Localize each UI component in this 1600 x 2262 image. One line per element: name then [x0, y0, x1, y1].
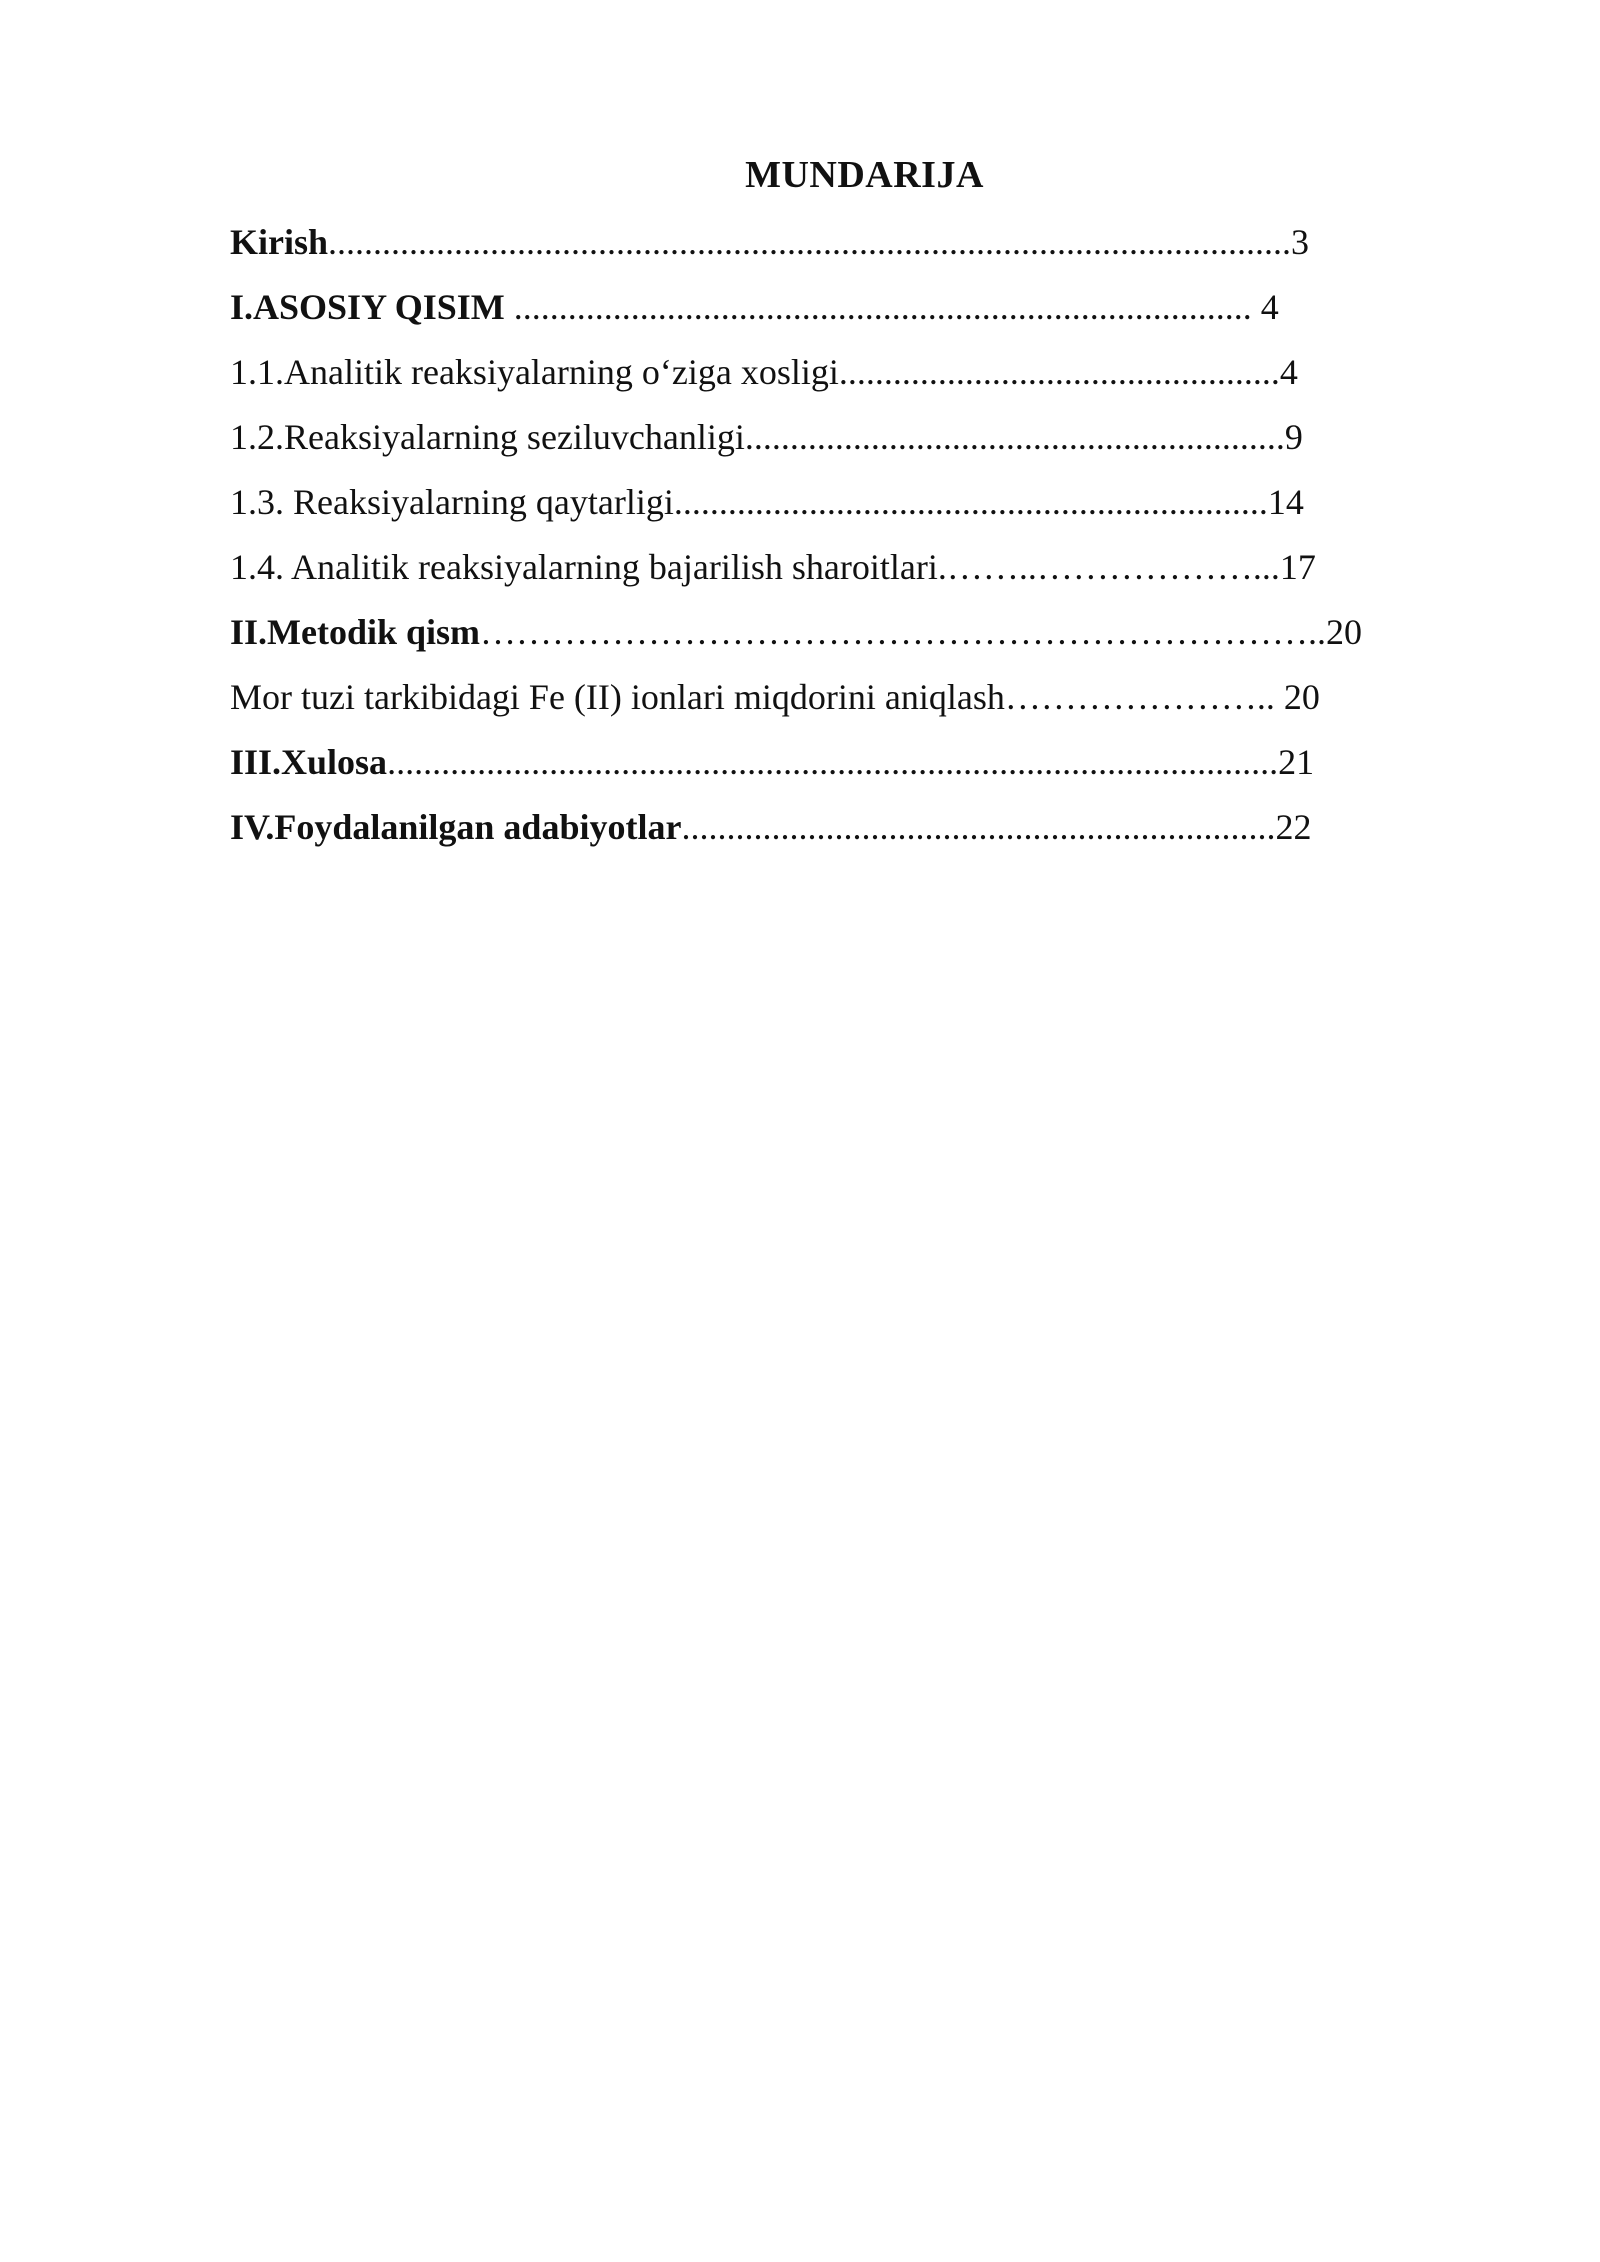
toc-entry-leader: …………………..: [1004, 677, 1284, 717]
toc-entry-label: 1.2.Reaksiyalarning seziluvchanligi: [230, 417, 745, 457]
toc-entry-label: 1.3. Reaksiyalarning qaytarligi: [230, 482, 674, 522]
toc-entry-page: 17: [1279, 547, 1316, 587]
toc-entry-leader: ...................................................................................................: [387, 742, 1279, 782]
toc-entry-adabiyotlar: [230, 805, 1311, 849]
toc-entry-page: 21: [1278, 742, 1315, 782]
toc-entry-1-1: [230, 350, 1298, 394]
toc-entry-label: Mor tuzi tarkibidagi Fe (II) ionlari miqdorini aniqlash: [230, 677, 1005, 717]
toc-entry-page: 20: [1326, 612, 1363, 652]
toc-entry-asosiy-qisim: [230, 285, 1279, 329]
toc-entry-xulosa: [230, 740, 1314, 784]
toc-entry-leader: ............................................................: [744, 417, 1285, 457]
toc-entry-kirish: [230, 220, 1309, 264]
toc-entry-label: III.Xulosa: [230, 742, 388, 782]
toc-entry-label: IV.Foydalanilgan adabiyotlar: [230, 807, 682, 847]
toc-entry-label: Kirish: [230, 222, 329, 262]
toc-entry-leader: ..................................................................: [673, 482, 1268, 522]
toc-entry-label: 1.4. Analitik reaksiyalarning bajarilish sharoitlari: [230, 547, 938, 587]
toc-entry-mor-tuzi: [230, 675, 1320, 719]
toc-entry-1-2: [230, 415, 1303, 459]
toc-entry-1-4: [230, 545, 1316, 589]
toc-entry-leader: ..................................................................: [681, 807, 1276, 847]
toc-entry-leader: ……………………………………………………………..: [480, 612, 1327, 652]
toc-entry-label: I.ASOSIY QISIM: [230, 287, 505, 327]
page-title: MUNDARIJA: [745, 154, 984, 196]
toc-entry-leader: ...........................................................................................................: [328, 222, 1292, 262]
toc-entry-leader: .……..………………...: [937, 547, 1280, 587]
toc-entry-page: 20: [1283, 677, 1320, 717]
toc-entry-page: 3: [1291, 222, 1310, 262]
toc-entry-page: 22: [1275, 807, 1312, 847]
toc-entry-page: 14: [1267, 482, 1304, 522]
toc-entry-label: II.Metodik qism: [230, 612, 481, 652]
toc-entry-leader: .................................................: [838, 352, 1280, 392]
toc-entry-leader: ..................................................................................: [504, 287, 1252, 327]
toc-entry-metodik-qism: [230, 610, 1362, 654]
toc-entry-label: 1.1.Analitik reaksiyalarning o‘ziga xosligi: [230, 352, 839, 392]
toc-entry-page: 9: [1284, 417, 1303, 457]
toc-entry-page: 4: [1279, 352, 1298, 392]
toc-entry-page: 4: [1251, 287, 1279, 327]
toc-entry-1-3: [230, 480, 1304, 524]
